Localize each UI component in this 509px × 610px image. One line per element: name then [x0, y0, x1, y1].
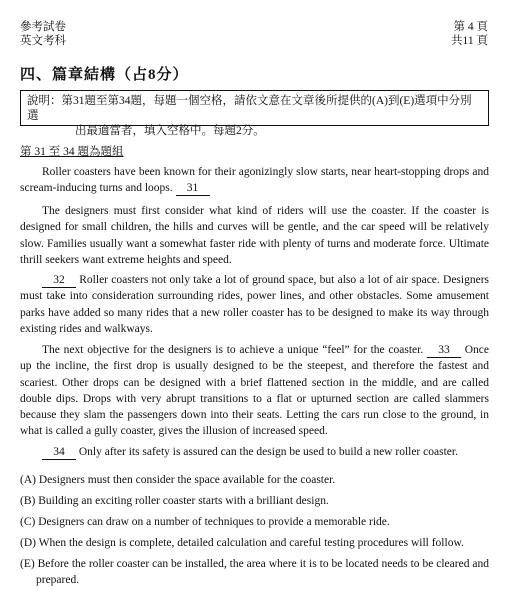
header-exam-type: 參考試卷 — [20, 21, 66, 33]
instructions-line-2: 出最適當者，填入空格中。每題2分。 — [75, 125, 265, 137]
header-right — [451, 20, 488, 48]
answer-options — [20, 472, 489, 593]
paragraph-5-text: Only after its safety is assured can the design be used to build a new roller coaster. — [78, 446, 458, 458]
header-left — [20, 20, 66, 48]
instructions-line-1: 說明：第31題至第34題，每題一個空格，請依文意在文章後所提供的(A)到(E)選項中分別選 — [27, 95, 472, 122]
blank-34: 34 — [42, 446, 76, 460]
option-c: (C) Designers can draw on a number of techniques to provide a memorable ride. — [20, 515, 390, 528]
paragraph-2 — [20, 203, 489, 268]
paragraph-4-text-a: The next objective for the designers is to achieve a unique “feel” for the coaster. — [42, 344, 424, 356]
instructions-box — [20, 90, 489, 137]
paragraph-3-text: Roller coasters not only take a lot of ground space, but also a lot of air space. Designers must take into consideration surrounding rides, power lines, and other obstacles. Some amusement parks have added so many rides that a new roller coaster has to be designed to make its way through existing rides and walkways. — [20, 274, 490, 335]
header-page-number: 第 4 頁 — [453, 21, 488, 33]
option-a: (A) Designers must then consider the space available for the coaster. — [20, 474, 336, 486]
paragraph-4-text-b: Once up the incline, the first drop is usually designed to be the steepest, and therefore the fastest and scariest. Other drops can be designed with a brief flattened section in the middle, and are called double dips. Drops with very abrupt transitions to a flat or upturned section are called slammers because they slam the passengers down into their seats. Letting the cars run close to the ground, in what is called a gully coaster, gives the illusion of increased speed. — [20, 344, 490, 438]
blank-31: 31 — [176, 182, 210, 196]
header-page-total: 共11 頁 — [451, 35, 488, 47]
header-subject: 英文考科 — [20, 35, 66, 47]
blank-32: 32 — [42, 274, 76, 288]
section-title: 四、篇章結構（占8分） — [20, 67, 189, 83]
blank-33: 33 — [427, 344, 461, 358]
option-e: (E) Before the roller coaster can be installed, the area where it is to be located needs to be cleared and prepared. — [20, 557, 489, 586]
option-b: (B) Building an exciting roller coaster starts with a brilliant design. — [20, 494, 329, 507]
question-group-label: 第 31 至 34 題為題組 — [20, 146, 124, 158]
option-d: (D) When the design is complete, detailed calculation and careful testing procedures will follow. — [20, 536, 464, 549]
paragraph-1-text: Roller coasters have been known for their agonizingly slow starts, near heart-stopping drops and scream-inducing turns and loops. — [20, 166, 489, 195]
paragraph-4 — [20, 342, 489, 440]
paragraph-3 — [20, 272, 489, 337]
paragraph-2-text: The designers must first consider what kind of riders will use the coaster. If the coaster is designed for small children, the hills and curves will be gentle, and the car speed will be relatively slow. Families usually want a somewhat faster ride with plenty of turns and moderate force. Ultimate thrill seekers want extreme heights and speed. — [20, 205, 489, 266]
paragraph-1 — [20, 164, 489, 197]
paragraph-5 — [20, 444, 489, 460]
